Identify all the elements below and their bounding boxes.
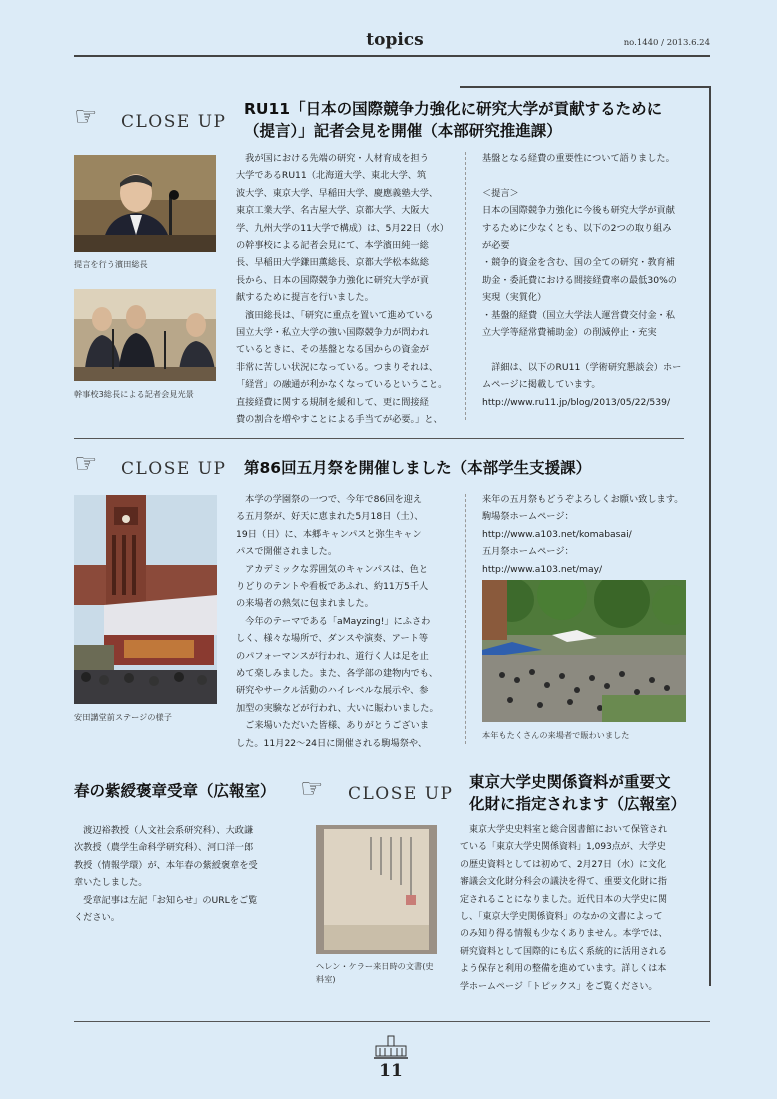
text-line: が必要 bbox=[482, 240, 510, 252]
text-line: の来場者の熱気に包まれました。 bbox=[236, 598, 374, 610]
text-line: 研究資料として国際的にも広く系統的に活用される bbox=[460, 946, 668, 957]
text-line: の歴史資料としては初めて、2月27日（水）に文化 bbox=[460, 859, 666, 870]
text-line: のパフォーマンスが行われ、道行く人は足を止 bbox=[236, 650, 429, 662]
text-line: 本学の学園祭の一つで、今年で86回を迎え bbox=[236, 494, 423, 505]
heading-line: （提言）」記者会見を開催（本部研究推進課） bbox=[244, 122, 562, 140]
text-line: し、「東京大学史関係資料」のなかの文書によって bbox=[460, 912, 663, 923]
text-line: 基盤となる経費の重要性について語りました。 bbox=[482, 153, 675, 164]
column-divider bbox=[465, 494, 466, 744]
header-rule bbox=[74, 55, 710, 57]
text-line: 詳細は、以下のRU11（学術研究懇談会）ホー bbox=[482, 361, 682, 373]
article-heading bbox=[244, 98, 714, 142]
text-line: するために少なくとも、以下の2つの取り組み bbox=[482, 222, 672, 234]
text-line: 大学であるRU11（北海道大学、東北大学、筑 bbox=[236, 170, 427, 182]
text-line: めて楽しみました。また、各学部の建物内でも、 bbox=[236, 668, 439, 680]
footer-rule bbox=[74, 1021, 710, 1022]
text-line: 費の割合を増やすことによる手当てが必要。」と、 bbox=[236, 414, 443, 426]
article-column bbox=[482, 491, 706, 578]
photo-caption: 幹事校3総長による記者会見光景 bbox=[74, 389, 194, 399]
text-line: 波大学、東京大学、早稲田大学、慶應義塾大学、 bbox=[236, 187, 439, 199]
article-heading: 第86回五月祭を開催しました（本部学生支援課） bbox=[244, 459, 592, 477]
text-line: 次教授（農学生命科学研究科）、河口洋一郎 bbox=[74, 842, 254, 854]
text-line: 今年のテーマである「aMayzing!」にふさわ bbox=[236, 615, 431, 627]
press-conference-photo bbox=[74, 289, 216, 381]
text-line: 助金・委託費における間接経費率の最低30%の bbox=[482, 274, 677, 286]
text-line: ・基盤的経費（国立大学法人運営費交付金・私 bbox=[482, 309, 675, 321]
text-line: 研究やサークル活動のハイレベルな展示や、参 bbox=[236, 685, 429, 697]
heading-line: 東京大学史関係資料が重要文 bbox=[469, 773, 671, 791]
text-line: 立大学等経常費補助金）の削減停止・充実 bbox=[482, 327, 657, 339]
text-line: 加型の実験などが行われ、大いに賑わいました。 bbox=[236, 702, 439, 714]
photo-caption: 提言を行う濱田総長 bbox=[74, 259, 148, 269]
text-line: 東京工業大学、名古屋大学、京都大学、大阪大 bbox=[236, 205, 429, 217]
text-line: ムページに掲載しています。 bbox=[482, 379, 601, 391]
historical-document-photo bbox=[316, 825, 437, 954]
article-body bbox=[74, 822, 289, 926]
caption-line: 料室) bbox=[316, 974, 336, 984]
text-line: のみ知り得る情報も少なくありません。本学では、 bbox=[460, 929, 668, 940]
text-line: 「経営」の融通が利かなくなっているということ。 bbox=[236, 379, 448, 391]
article-column bbox=[236, 150, 458, 429]
text-line: ください。 bbox=[74, 912, 120, 924]
article-heading bbox=[469, 771, 709, 815]
caption-line: ヘレン・ケラー来日時の文書(史 bbox=[316, 961, 434, 971]
text-line bbox=[482, 167, 706, 184]
text-line: 濱田総長は、「研究に重点を置いて進めている bbox=[236, 309, 434, 321]
photo-caption bbox=[316, 960, 446, 986]
text-line: 長、早稲田大学鎌田薫総長、京都大学松本紘総 bbox=[236, 257, 429, 269]
url-link[interactable]: http://www.a103.net/may/ bbox=[482, 563, 603, 575]
text-line: ているときに、その基盤となる国からの資金が bbox=[236, 344, 429, 356]
text-line: 日本の国際競争力強化に今後も研究大学が貢献 bbox=[482, 205, 675, 217]
photo-caption: 本年もたくさんの来場者で賑わいました bbox=[482, 730, 630, 740]
close-up-badge: CLOSE UP bbox=[121, 112, 227, 132]
text-line: パスで開催されました。 bbox=[236, 546, 338, 558]
text-line: 我が国における先端の研究・人材育成を担う bbox=[236, 153, 429, 164]
pointing-hand-icon: ☞ bbox=[74, 102, 98, 132]
pointing-hand-icon: ☞ bbox=[74, 449, 98, 479]
festival-crowd-photo bbox=[482, 580, 686, 722]
section-divider bbox=[74, 438, 684, 439]
url-link[interactable]: http://www.a103.net/komabasai/ bbox=[482, 528, 632, 540]
text-line: 直接経費に関する規制を緩和して、更に間接経 bbox=[236, 396, 429, 408]
text-line: 実現（実質化） bbox=[482, 292, 547, 304]
article-column bbox=[236, 491, 458, 752]
text-line: 学ホームページ「トピックス」をご覧ください。 bbox=[460, 981, 658, 992]
text-line: ご来場いただいた皆様、ありがとうございま bbox=[236, 720, 429, 732]
text-line: ている「東京大学史関係資料」1,093点が、大学史 bbox=[460, 842, 666, 853]
frame-right-rule bbox=[709, 86, 711, 986]
yasuda-auditorium-icon bbox=[374, 1034, 408, 1060]
close-up-badge: CLOSE UP bbox=[348, 784, 454, 804]
text-line: 非常に苦しい状況になっている。つまりそれは、 bbox=[236, 361, 439, 373]
text-line: 定されることになりました。近代日本の大学史に関 bbox=[460, 894, 668, 905]
text-line: りどりのテントや看板であふれ、約11万5千人 bbox=[236, 581, 429, 593]
text-line: 五月祭ホームページ： bbox=[482, 546, 574, 558]
column-divider bbox=[465, 152, 466, 420]
text-line: 献するために提言を行いました。 bbox=[236, 292, 374, 304]
text-line: アカデミックな雰囲気のキャンパスは、色と bbox=[236, 563, 429, 575]
article-column bbox=[482, 150, 706, 411]
text-line: 19日（日）に、本郷キャンパスと弥生キャン bbox=[236, 528, 422, 540]
text-line: よう保存と利用の整備を進めています。詳しくは本 bbox=[460, 964, 667, 975]
text-line: 長から、日本の国際競争力強化に研究大学が貢 bbox=[236, 274, 429, 286]
text-line: 駒場祭ホームページ： bbox=[482, 511, 574, 523]
text-line: 国立大学・私立大学の強い国際競争力が問われ bbox=[236, 327, 429, 339]
frame-top-rule bbox=[460, 86, 710, 88]
text-line: 来年の五月祭もどうぞよろしくお願い致します。 bbox=[482, 494, 684, 505]
text-line: の幹事校による記者会見にて、本学濱田純一総 bbox=[236, 240, 429, 252]
text-line bbox=[482, 341, 706, 358]
text-line: 学、九州大学の11大学で構成）は、5月22日（水） bbox=[236, 222, 449, 234]
photo-caption: 安田講堂前ステージの様子 bbox=[74, 712, 172, 722]
text-line: 渡辺裕教授（人文社会系研究科）、大政謙 bbox=[74, 825, 254, 836]
section-title: topics bbox=[366, 30, 424, 50]
text-line: しく、様々な場所で、ダンスや演奏、アート等 bbox=[236, 633, 429, 645]
text-line: した。11月22〜24日に開催される駒場祭や、 bbox=[236, 737, 428, 749]
text-line: る五月祭が、好天に恵まれた5月18日（土）、 bbox=[236, 511, 424, 523]
text-line: 東京大学史史料室と総合図書館において保管され bbox=[460, 825, 668, 835]
text-line: ＜提言＞ bbox=[482, 187, 519, 199]
article-heading: 春の紫綬褒章受章（広報室） bbox=[74, 782, 276, 800]
text-line: 審議会文化財分科会の議決を得て、重要文化財に指 bbox=[460, 877, 667, 888]
president-photo bbox=[74, 155, 216, 252]
page-number: 11 bbox=[379, 1061, 403, 1081]
url-link[interactable]: http://www.ru11.jp/blog/2013/05/22/539/ bbox=[482, 396, 671, 408]
yasuda-stage-photo bbox=[74, 495, 217, 704]
heading-line: 化財に指定されます（広報室） bbox=[469, 795, 687, 813]
text-line: 受章記事は左記「お知らせ」のURLをご覧 bbox=[74, 894, 258, 906]
text-line: 教授（情報学環）が、本年春の紫綬褒章を受 bbox=[74, 859, 258, 871]
close-up-badge: CLOSE UP bbox=[121, 459, 227, 479]
heading-line: RU11「日本の国際競争力強化に研究大学が貢献するために bbox=[244, 100, 663, 118]
text-line: ・競争的資金を含む、国の全ての研究・教育補 bbox=[482, 257, 675, 269]
issue-info: no.1440 / 2013.6.24 bbox=[623, 38, 710, 48]
text-line: 章いたしました。 bbox=[74, 877, 148, 889]
article-body bbox=[460, 822, 708, 996]
pointing-hand-icon: ☞ bbox=[300, 774, 324, 804]
